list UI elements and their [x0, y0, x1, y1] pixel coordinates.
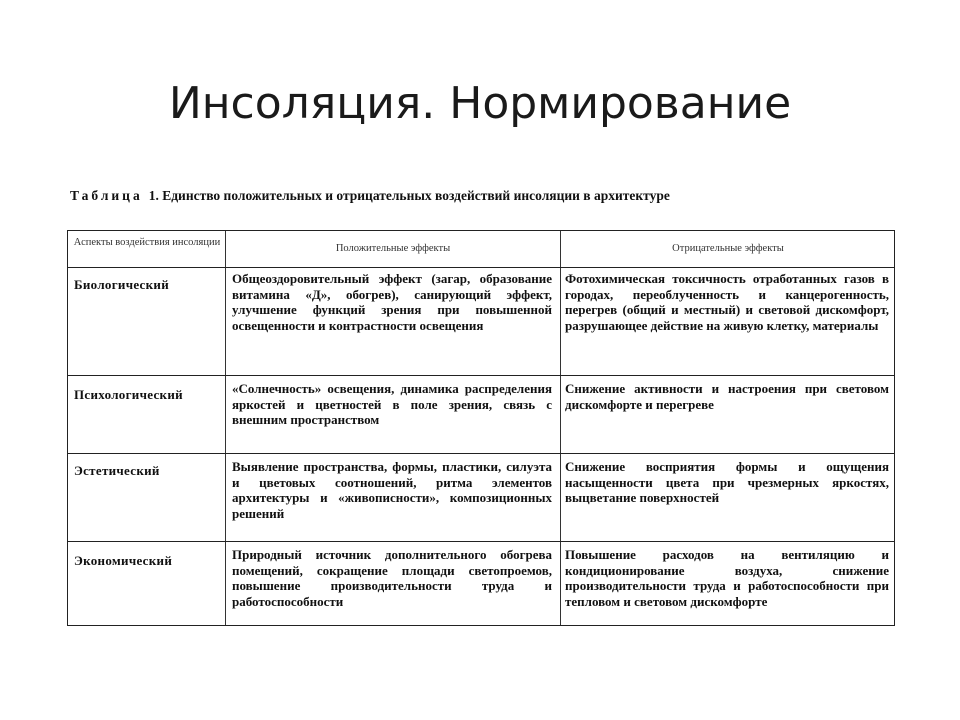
table-caption-label: Таблица — [70, 188, 143, 203]
insolation-table — [67, 230, 895, 626]
row-negative-aesthetic: Снижение восприятия формы и ощущения насыщенности цвета при чрезмерных яркостях, выцветание поверхностей — [565, 459, 889, 505]
row-positive-psychological: «Солнечность» освещения, динамика распределения яркостей и цветностей в поле зрения, связь с внешним пространством — [232, 381, 552, 427]
row-positive-biological: Общеоздоровительный эффект (загар, образование витамина «Д», обогрев), санирующий эффект, улучшение функций зрения при повышенной освещенности и контрастности освещения — [232, 271, 552, 333]
row-divider — [68, 453, 894, 454]
row-aspect-psychological: Психологический — [74, 387, 183, 402]
row-positive-economic: Природный источник дополнительного обогрева помещений, сокращение площади светопроемов, повышение производительности труда и работоспособности — [232, 547, 552, 609]
row-aspect-economic: Экономический — [74, 553, 173, 568]
row-negative-psychological: Снижение активности и настроения при световом дискомфорте и перегреве — [565, 381, 889, 412]
header-negative: Отрицательные эффекты — [672, 243, 784, 254]
row-negative-biological: Фотохимическая токсичность отработанных газов в городах, переоблученность и канцерогенность, перегрев (общий и местный) и световой дискомфорт, разрушающее действие на живую клетку, материалы — [565, 271, 889, 333]
table-caption — [70, 188, 900, 204]
row-aspect-biological: Биологический — [74, 277, 170, 292]
row-aspect-aesthetic: Эстетический — [74, 463, 160, 478]
row-divider — [68, 375, 894, 376]
slide-title: Инсоляция. Нормирование — [168, 78, 792, 129]
header-positive: Положительные эффекты — [335, 243, 451, 254]
row-negative-economic: Повышение расходов на вентиляцию и кондиционирование воздуха, снижение производительности труда и работоспособности при тепловом и световом дискомфорте — [565, 547, 889, 609]
table-caption-text: 1. Единство положительных и отрицательных воздействий инсоляции в архитектуре — [148, 188, 670, 203]
column-divider — [225, 231, 226, 625]
header-aspects: Аспекты воздействия инсоляции — [73, 237, 221, 248]
row-divider — [68, 267, 894, 268]
row-divider — [68, 541, 894, 542]
row-positive-aesthetic: Выявление пространства, формы, пластики, силуэта и цветовых соотношений, ритма элементов архитектуры и «живописности», композиционных решений — [232, 459, 552, 521]
column-divider — [560, 231, 561, 625]
